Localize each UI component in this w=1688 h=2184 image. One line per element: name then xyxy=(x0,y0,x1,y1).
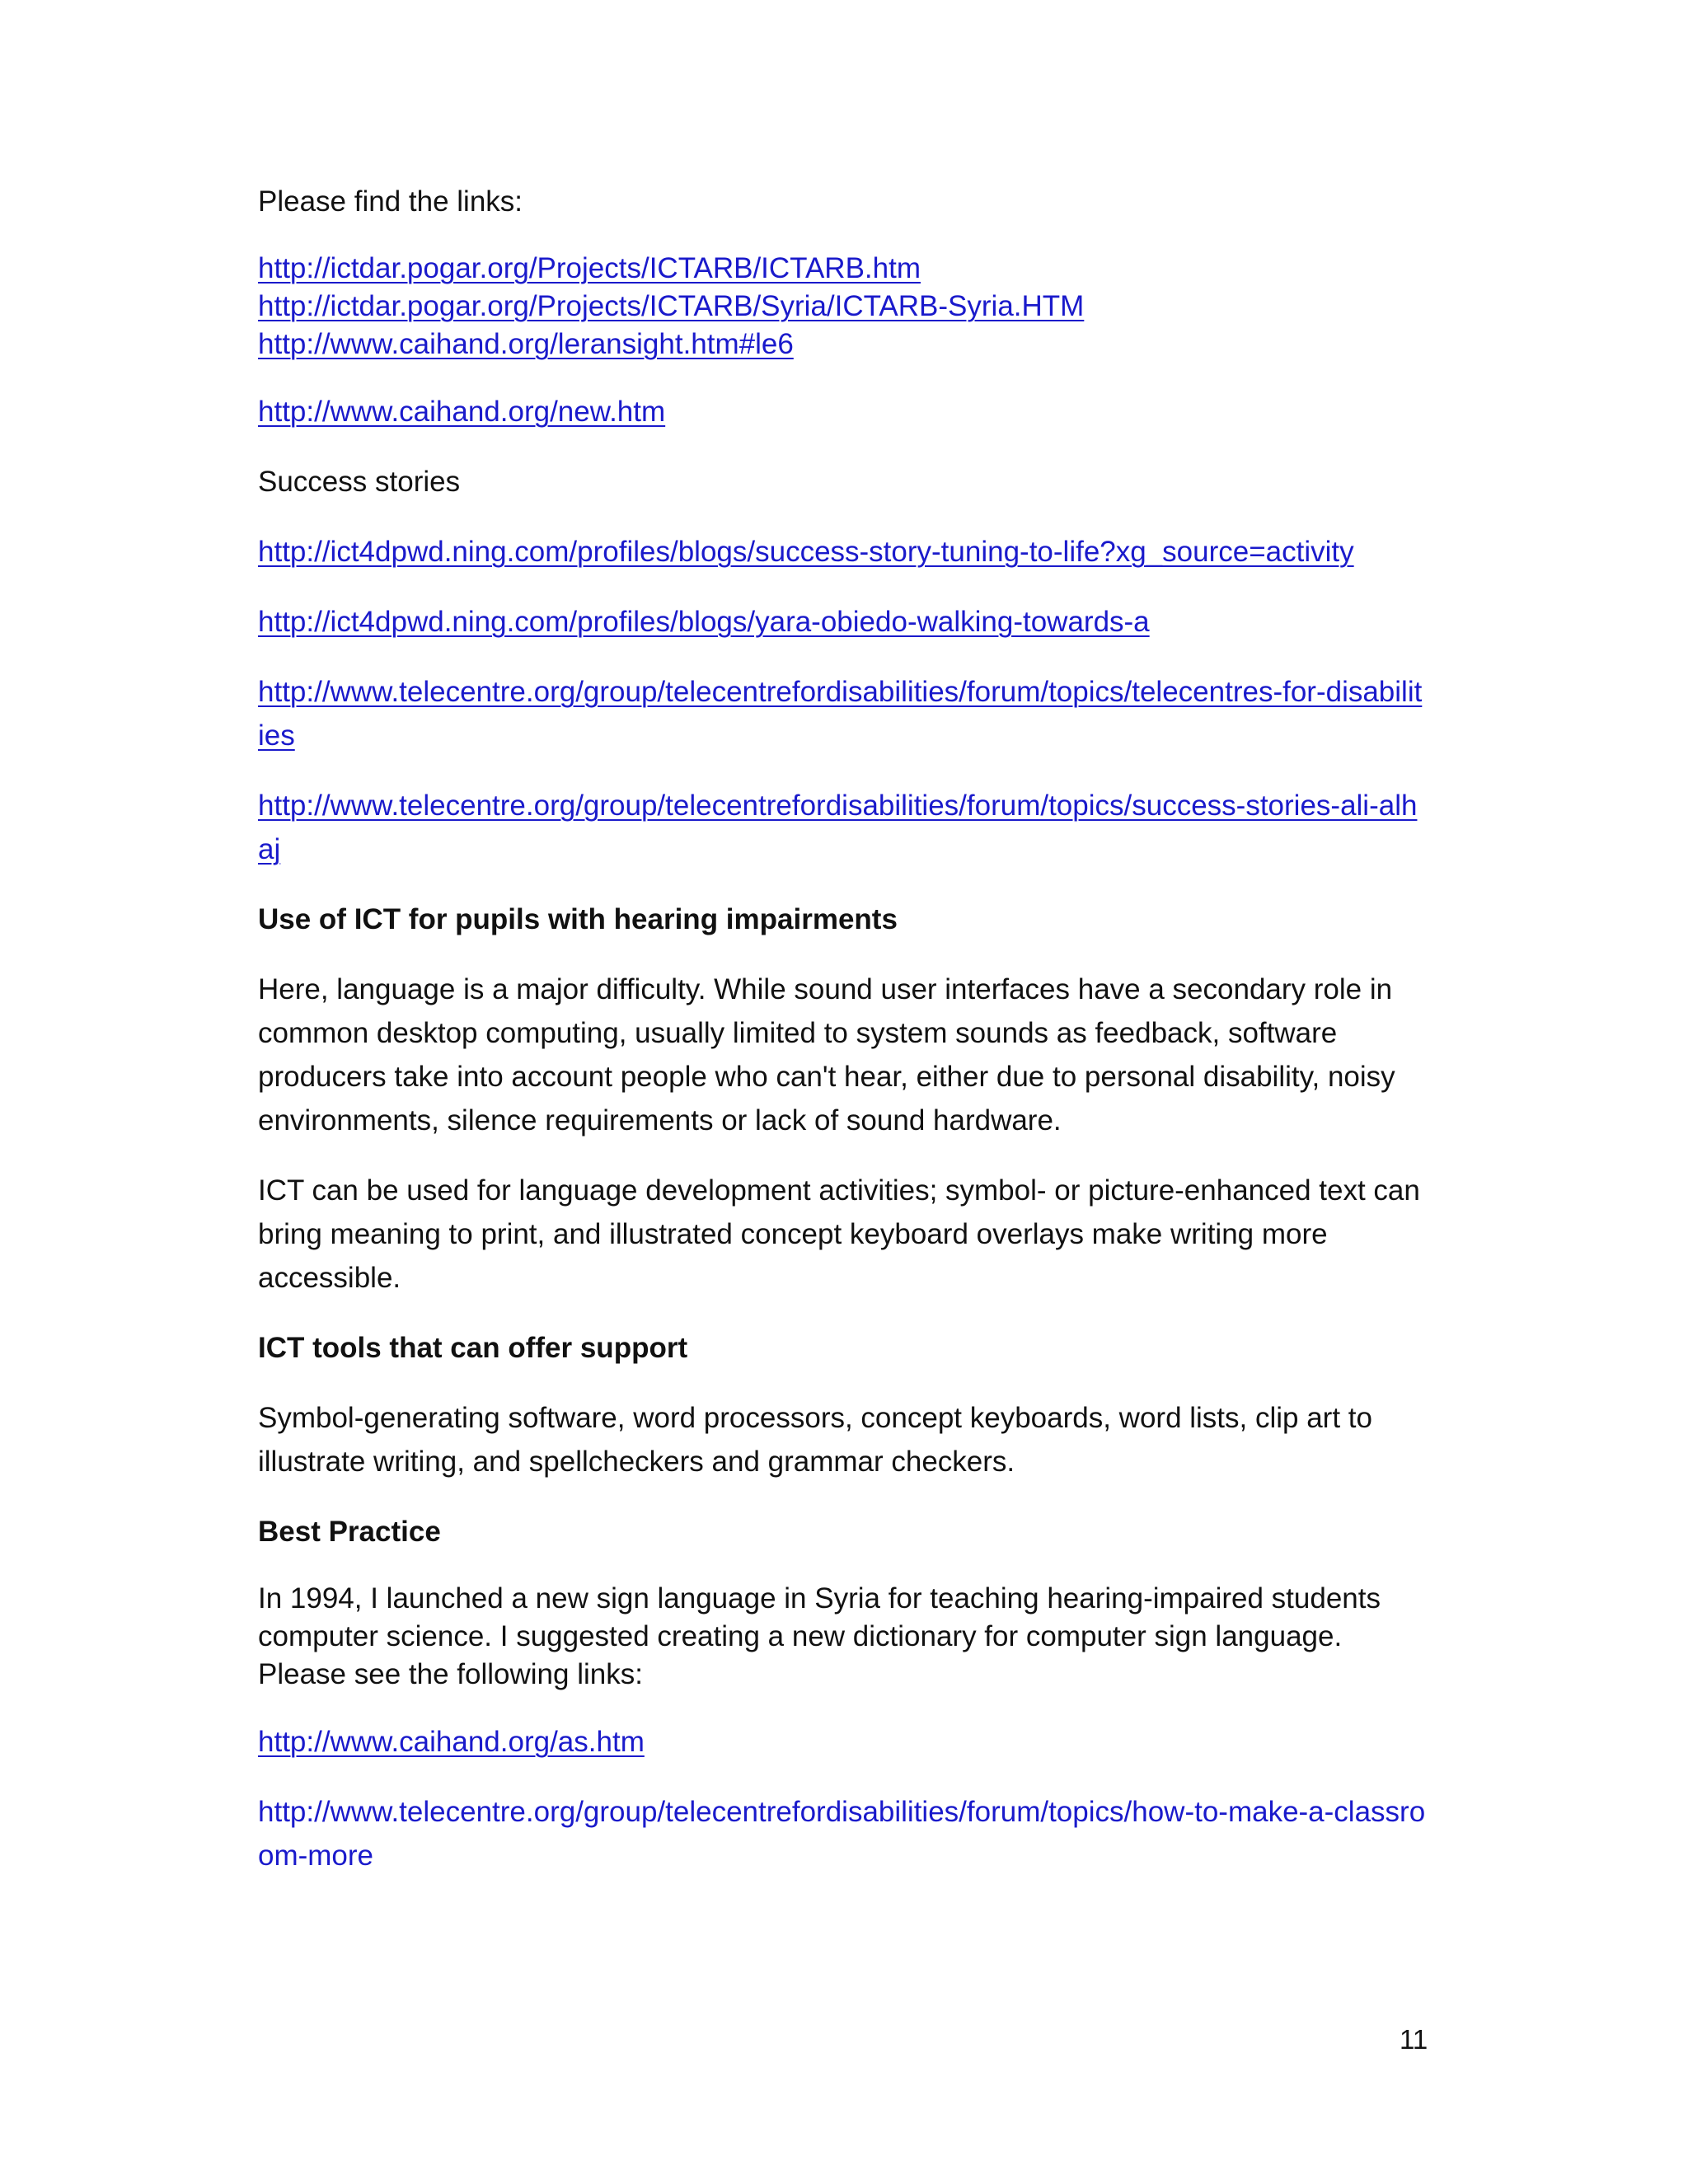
heading-hearing-impairments: Use of ICT for pupils with hearing impairments xyxy=(258,903,898,935)
best-practice-line: Please see the following links: xyxy=(258,1658,643,1690)
link-caihand-new[interactable]: http://www.caihand.org/new.htm xyxy=(258,396,666,428)
paragraph-hearing-2: ICT can be used for language development activities; symbol- or picture-enhanced text can bring meaning to print, and illustrated concept keyboard overlays make writing more accessible. xyxy=(258,1174,1420,1294)
page-number: 11 xyxy=(1400,2024,1428,2055)
link-ictarb[interactable]: http://ictdar.pogar.org/Projects/ICTARB/ICTARB.htm xyxy=(258,252,921,284)
document-body xyxy=(258,180,1428,1904)
paragraph-hearing-1: Here, language is a major difficulty. While sound user interfaces have a secondary role in common desktop computing, usually limited to system sounds as feedback, software producers take into account people who can't hear, either due to personal disability, noisy environments, silence requirements or lack of sound hardware. xyxy=(258,973,1395,1137)
paragraph-ict-tools: Symbol-generating software, word processors, concept keyboards, word lists, clip art to illustrate writing, and spellcheckers and grammar checkers. xyxy=(258,1402,1372,1478)
link-ictarb-syria[interactable]: http://ictdar.pogar.org/Projects/ICTARB/Syria/ICTARB-Syria.HTM xyxy=(258,290,1085,322)
link-leransight[interactable]: http://www.caihand.org/leransight.htm#le6 xyxy=(258,328,794,360)
intro-text: Please find the links: xyxy=(258,185,523,218)
link-success-story-tuning[interactable]: http://ict4dpwd.ning.com/profiles/blogs/success-story-tuning-to-life?xg_source=activity xyxy=(258,536,1354,568)
heading-ict-tools: ICT tools that can offer support xyxy=(258,1332,688,1364)
link-success-stories-ali-alhaj[interactable]: http://www.telecentre.org/group/telecentrefordisabilities/forum/topics/success-stories-ali-alhaj xyxy=(258,790,1418,865)
link-telecentres-for-disabilities[interactable]: http://www.telecentre.org/group/telecentrefordisabilities/forum/topics/telecentres-for-disabilities xyxy=(258,676,1423,752)
best-practice-line: In 1994, I launched a new sign language in Syria for teaching hearing-impaired students xyxy=(258,1582,1381,1615)
links-group-1 xyxy=(258,250,1428,363)
link-classroom-more[interactable]: http://www.telecentre.org/group/telecentrefordisabilities/forum/topics/how-to-make-a-classroom-more xyxy=(258,1796,1426,1872)
best-practice-text xyxy=(258,1580,1428,1694)
link-caihand-as[interactable]: http://www.caihand.org/as.htm xyxy=(258,1726,645,1758)
heading-best-practice: Best Practice xyxy=(258,1516,441,1548)
best-practice-line: computer science. I suggested creating a new dictionary for computer sign language. xyxy=(258,1620,1343,1652)
link-yara-obiedo[interactable]: http://ict4dpwd.ning.com/profiles/blogs/yara-obiedo-walking-towards-a xyxy=(258,606,1150,638)
success-stories-label: Success stories xyxy=(258,466,461,498)
